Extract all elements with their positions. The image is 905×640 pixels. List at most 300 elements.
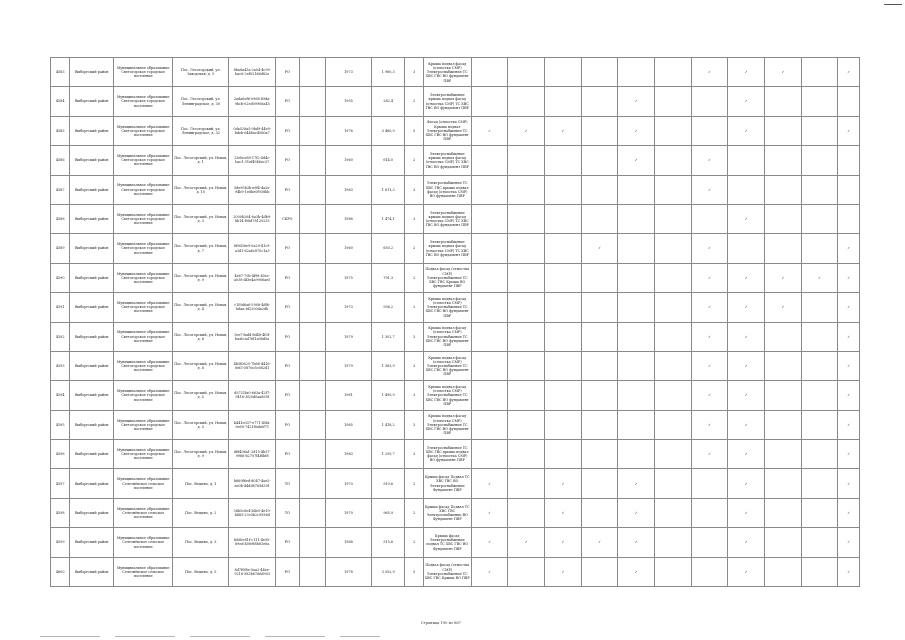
cell-works: Электроснабжение крыша подвал фасад (отмостка СМР) ТС ХВС ГВС ВО фундамент ПВР [423,146,471,175]
cell-works: Подвал фасад (отмостка СМР) Электроснабжение ТС ХВС ГВС Крыша ВО ПВР [423,557,471,586]
check-cell [508,351,545,380]
checkmark-icon: ✓ [847,452,851,457]
cell-type: РО [276,87,299,116]
check-cell [655,204,692,233]
cell-n: 4592 [51,322,70,351]
cell-address: Пос. Лесогорский, ул. Новая, д. 3 [173,204,229,233]
checkmark-icon: ✓ [598,246,601,251]
check-cell [581,263,618,292]
cell-municipality: Муниципальное образование Светогорское городское поселение [114,58,173,87]
cell-district: Выборгский район [70,381,114,410]
cell-municipality: Муниципальное образование Светогорское городское поселение [114,146,173,175]
checkmark-icon: ✓ [488,540,491,545]
cell-municipality: Муниципальное образование Светогорское городское поселение [114,293,173,322]
checkmark-icon: ✓ [561,128,565,133]
cell-blank [299,204,325,233]
cell-area: 1 302,7 [371,322,405,351]
checkmark-icon: ✓ [847,481,851,486]
check-cell [508,440,545,469]
table-row [51,469,860,498]
cell-district: Выборгский район [70,234,114,263]
checkmark-icon: ✓ [708,70,711,75]
checkmark-icon: ✓ [561,510,565,515]
cell-code: c1f0d6a6-5908-4df6-bdaa-6f2200da2db [229,293,276,322]
cell-type: РО [276,263,299,292]
check-cell [691,263,728,292]
check-cell [545,293,582,322]
cell-code: 8d7f0f8e-5aa2-44ee-9216-583b6766d903 [229,557,276,586]
cell-blank [299,410,325,439]
cell-floors: 3 [405,351,423,380]
table-row [51,528,860,557]
check-cell [801,381,838,410]
checkmark-icon: ✓ [781,70,785,75]
cell-code: 8f9d36e9-0a29-41c9-a3d1-62a6c870c1a3 [229,234,276,263]
check-cell [691,116,728,145]
check-cell [801,146,838,175]
cell-district: Выборгский район [70,175,114,204]
check-cell [508,116,545,145]
cell-blank [299,440,325,469]
cell-works: Крыша подвал фасад (отмостка СМР) Электроснабжение ТС ХВС ГВС ВО фундамент ПВР [423,381,471,410]
check-cell [471,528,508,557]
check-cell [691,87,728,116]
check-cell [618,381,655,410]
cell-type: РО [276,234,299,263]
cell-blank [299,528,325,557]
cell-n: 4593 [51,351,70,380]
checkmark-icon: ✓ [634,569,638,574]
cell-n: 4596 [51,440,70,469]
cell-area: 1 490,9 [371,381,405,410]
cell-year: 1970 [326,498,372,527]
cell-district: Выборгский район [70,557,114,586]
cell-works: Подвал фасад (отмостка СМР) Электроснабжение ТС ХВС ГВС Крыша ВО фундамент ПВР [423,263,471,292]
cell-blank [299,351,325,380]
cell-municipality: Муниципальное образование Селезнёвское сельское поселение [114,498,173,527]
check-cell [471,498,508,527]
check-cell [581,381,618,410]
table-row [51,557,860,586]
check-cell [691,293,728,322]
cell-floors: 2 [405,263,423,292]
cell-district: Выборгский район [70,204,114,233]
cell-n: 4597 [51,469,70,498]
checkmark-icon: ✓ [561,540,565,545]
cell-n: 4587 [51,175,70,204]
checkmark-icon: ✓ [708,452,711,457]
cell-address: Пос. Вещево, д. 5 [173,557,229,586]
checkmark-icon: ✓ [634,510,638,515]
check-cell [655,263,692,292]
table-row [51,322,860,351]
check-cell [801,204,838,233]
table-row [51,87,860,116]
cell-works: Электроснабжение крыша подвал фасад (отмостка СМР) ТС ХВС ГВС ВО фундамент ПВР [423,234,471,263]
checkmark-icon: ✓ [744,334,748,339]
check-cell [581,293,618,322]
check-cell [691,557,728,586]
check-cell [508,146,545,175]
check-cell [728,381,765,410]
checkmark-icon: ✓ [744,70,748,75]
check-cell [471,469,508,498]
check-cell [508,87,545,116]
check-cell [545,234,582,263]
check-cell [801,351,838,380]
check-cell [471,87,508,116]
check-cell [545,322,582,351]
check-cell [691,351,728,380]
check-cell [838,146,860,175]
check-cell [508,234,545,263]
check-cell [545,263,582,292]
check-cell [655,175,692,204]
check-cell [581,322,618,351]
check-cell [691,410,728,439]
cell-district: Выборгский район [70,528,114,557]
check-cell [691,381,728,410]
checkmark-icon: ✓ [744,305,748,310]
check-cell [801,58,838,87]
cell-area: 1 474,1 [371,204,405,233]
check-cell [801,234,838,263]
page-footer: Страница 190 из 887 [421,621,461,625]
checkmark-icon: ✓ [818,275,821,280]
checkmark-icon: ✓ [847,540,851,545]
cell-district: Выборгский район [70,498,114,527]
cell-area: 614,0 [371,146,405,175]
cell-year: 1988 [326,204,372,233]
check-cell [581,204,618,233]
check-cell [691,204,728,233]
check-cell [618,116,655,145]
check-cell [655,469,692,498]
cell-code: 23ebce89-17f2-4d4c-bac1-31ef4946ec37 [229,146,276,175]
cell-address: Пос. Лесогорский, ул. Новая, д. 9 [173,263,229,292]
checkmark-icon: ✓ [847,334,851,339]
checkmark-icon: ✓ [744,128,748,133]
checkmark-icon: ✓ [488,481,491,486]
checkmark-icon: ✓ [524,128,528,133]
cell-code: 4e67-70b-4f98-45ec-a038-4f3e4a9906ae5 [229,263,276,292]
check-cell [801,116,838,145]
register-table [50,57,860,587]
check-cell [838,263,860,292]
table-row [51,410,860,439]
checkmark-icon: ✓ [744,452,748,457]
cell-blank [299,234,325,263]
check-cell [618,528,655,557]
check-cell [618,234,655,263]
table-row [51,498,860,527]
cell-type: РО [276,410,299,439]
table-row [51,175,860,204]
table-row [51,293,860,322]
cell-district: Выборгский район [70,293,114,322]
check-cell [508,204,545,233]
cell-address: Пос. Лесогорский, ул. Новая, д. 10 [173,175,229,204]
cell-code: d9721fa0-663a-42f7-9416-3f20d0aa895f [229,381,276,410]
check-cell [765,410,802,439]
check-cell [655,116,692,145]
check-cell [655,87,692,116]
checkmark-icon: ✓ [708,422,711,427]
cell-year: 1960 [326,234,372,263]
check-cell [838,204,860,233]
checkmark-icon: ✓ [708,393,711,398]
cell-year: 1983 [326,440,372,469]
cell-address: Пос. Лесогорский, ул. Ленинградское, д. 30 [173,87,229,116]
cell-year: 1985 [326,410,372,439]
checkmark-icon: ✓ [847,364,851,368]
cell-code: 36b5c6e4-b4e5-4e10-b485-23c0b2c9596d [229,498,276,527]
check-cell [618,440,655,469]
checkmark-icon: ✓ [744,99,748,104]
check-cell [545,175,582,204]
cell-code: 4b5f0625-7b68-4416-8ef3-5876c5c682d1 [229,351,276,380]
checkmark-icon: ✓ [744,422,748,427]
cell-blank [299,322,325,351]
check-cell [765,116,802,145]
checkmark-icon: ✓ [488,510,491,515]
check-cell [581,116,618,145]
check-cell [655,234,692,263]
cell-works: Крыша подвал фасад (отмостка СМР) Электроснабжение ТС ХВС ГВС ВО фундамент ПВР [423,293,471,322]
cell-address: Пос. Вещево, д. 3 [173,528,229,557]
checkmark-icon: ✓ [561,569,565,574]
cell-works: Электроснабжение ТС ХВС ГВС крыша подвал фасад (отмостка СМР) ВО фундамент ПВР [423,175,471,204]
checkmark-icon: ✓ [708,334,711,339]
check-cell [765,293,802,322]
cell-n: 4600 [51,557,70,586]
checkmark-icon: ✓ [634,540,638,545]
cell-year: 1979 [326,322,372,351]
cell-year: 1979 [326,351,372,380]
check-cell [618,146,655,175]
cell-n: 4595 [51,410,70,439]
cell-municipality: Муниципальное образование Светогорское городское поселение [114,204,173,233]
check-cell [801,410,838,439]
cell-works: Крыша подвал фасад (отмостка СМР) Электроснабжение ТС ХВС ГВС ВО фундамент ПВР [423,58,471,87]
check-cell [765,234,802,263]
check-cell [728,440,765,469]
table-row [51,204,860,233]
check-cell [765,351,802,380]
cell-type: РО [276,557,299,586]
cell-area: 650,2 [371,234,405,263]
check-cell [655,498,692,527]
check-cell [655,528,692,557]
cell-area: 791,3 [371,263,405,292]
cell-district: Выборгский район [70,410,114,439]
check-cell [655,381,692,410]
checkmark-icon: ✓ [744,569,748,574]
check-cell [545,557,582,586]
checkmark-icon: ✓ [708,364,711,368]
check-cell [838,351,860,380]
cell-year: 1988 [326,528,372,557]
check-cell [508,175,545,204]
cell-code: b441e037-e771-45fa-9e69-7421f0ab6f71 [229,410,276,439]
checkmark-icon: ✓ [744,275,748,280]
check-cell [728,87,765,116]
cell-address: Пос. Лесогорский, ул. Новая, д. 6 [173,322,229,351]
checkmark-icon: ✓ [708,275,711,280]
cell-municipality: Муниципальное образование Светогорское городское поселение [114,263,173,292]
check-cell [545,204,582,233]
check-cell [765,469,802,498]
checkmark-icon: ✓ [847,128,851,133]
check-cell [581,175,618,204]
checkmark-icon: ✓ [598,540,601,545]
check-cell [581,234,618,263]
check-cell [801,469,838,498]
cell-n: 4591 [51,293,70,322]
check-cell [508,557,545,586]
cell-floors: 3 [405,410,423,439]
cell-district: Выборгский район [70,87,114,116]
check-cell [618,469,655,498]
checkmark-icon: ✓ [634,99,638,104]
check-cell [838,410,860,439]
check-cell [801,87,838,116]
check-cell [728,58,765,87]
cell-floors: 2 [405,146,423,175]
check-cell [618,58,655,87]
cell-year: 1978 [326,557,372,586]
cell-n: 4584 [51,87,70,116]
check-cell [581,528,618,557]
cell-municipality: Муниципальное образование Селезнёвское сельское поселение [114,528,173,557]
checkmark-icon: ✓ [847,422,851,427]
table-row [51,381,860,410]
cell-municipality: Муниципальное образование Светогорское городское поселение [114,175,173,204]
cell-address: Пос. Вещево, д. 2 [173,498,229,527]
checkmark-icon: ✓ [781,305,785,310]
checkmark-icon: ✓ [561,481,565,486]
cell-floors: 2 [405,87,423,116]
checkmark-icon: ✓ [744,217,748,222]
cell-type: РО [276,322,299,351]
cell-municipality: Муниципальное образование Светогорское городское поселение [114,87,173,116]
checkmark-icon: ✓ [847,305,851,310]
cell-floors: 2 [405,234,423,263]
check-cell [545,528,582,557]
check-cell [838,322,860,351]
cell-blank [299,469,325,498]
check-cell [508,498,545,527]
cell-district: Выборгский район [70,322,114,351]
check-cell [618,293,655,322]
cell-blank [299,381,325,410]
check-cell [508,528,545,557]
cell-type: РО [276,116,299,145]
check-cell [581,498,618,527]
check-cell [801,322,838,351]
cell-area: 282,4 [371,87,405,116]
check-cell [655,293,692,322]
check-cell [545,440,582,469]
cell-floors: 5 [405,116,423,145]
cell-blank [299,58,325,87]
cell-code: b8d6c81f-c111-4e95-89ed-4089f8b81e6a [229,528,276,557]
cell-works: Электроснабжение крыша подвал фасад (отмостка СМР) ТС ХВС ГВС ВО фундамент ПВР [423,204,471,233]
cell-address: Пос. Лесогорский, ул. Ленинградское, д. 32 [173,116,229,145]
check-cell [581,146,618,175]
check-cell [728,116,765,145]
check-cell [765,87,802,116]
checkmark-icon: ✓ [708,187,711,192]
check-cell [508,263,545,292]
cell-year: 1975 [326,263,372,292]
cell-municipality: Муниципальное образование Светогорское городское поселение [114,351,173,380]
check-cell [471,322,508,351]
check-cell [545,410,582,439]
cell-works: Крыша подвал фасад (отмостка СМР) Электроснабжение ТС ХВС ГВС ВО фундамент ПВР [423,410,471,439]
table-row [51,263,860,292]
cell-municipality: Муниципальное образование Селезнёвское сельское поселение [114,557,173,586]
cell-address: Пос. Вещево, д. 1 [173,469,229,498]
cell-municipality: Муниципальное образование Светогорское городское поселение [114,381,173,410]
cell-area: 1 611,3 [371,175,405,204]
cell-blank [299,263,325,292]
check-cell [545,351,582,380]
cell-municipality: Муниципальное образование Светогорское городское поселение [114,116,173,145]
check-cell [728,204,765,233]
check-cell [655,58,692,87]
scan-edge-line [40,636,380,637]
cell-area: 3 052,9 [371,557,405,586]
check-cell [765,498,802,527]
check-cell [838,234,860,263]
cell-area: 965,9 [371,498,405,527]
check-cell [508,322,545,351]
check-cell [728,498,765,527]
cell-type: РО [276,528,299,557]
check-cell [728,557,765,586]
cell-code: 2ada6ef6-0968-49da-9bcb-02ed09906a45 [229,87,276,116]
check-cell [471,146,508,175]
checkmark-icon: ✓ [847,569,851,574]
cell-district: Выборгский район [70,116,114,145]
check-cell [765,175,802,204]
cell-n: 4598 [51,498,70,527]
check-cell [581,351,618,380]
cell-type: РО [276,440,299,469]
check-cell [471,381,508,410]
cell-year: 1981 [326,381,372,410]
cell-works: Крыша подвал фасад (отмостка СМР) Электроснабжение ТС ХВС ГВС ВО фундамент ПВР [423,351,471,380]
cell-area: 1 363,9 [371,351,405,380]
cell-type: РО [276,58,299,87]
check-cell [728,234,765,263]
check-cell [728,351,765,380]
check-cell [728,263,765,292]
cell-year: 1960 [326,146,372,175]
check-cell [545,87,582,116]
cell-year: 1973 [326,293,372,322]
check-cell [545,146,582,175]
check-cell [765,263,802,292]
checkmark-icon: ✓ [744,481,748,486]
check-cell [838,116,860,145]
cell-type: ТО [276,498,299,527]
cell-district: Выборгский район [70,263,114,292]
check-cell [618,410,655,439]
check-cell [838,469,860,498]
check-cell [801,557,838,586]
